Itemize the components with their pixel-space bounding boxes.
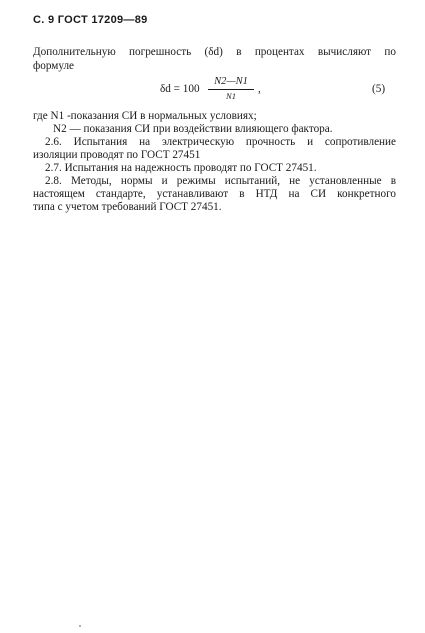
formula-lhs: δd = 100 bbox=[160, 83, 200, 95]
clause-2-8-line-2: настоящем стандарте, устанавливают в НТД на СИ конкретного bbox=[33, 188, 396, 200]
equation-number: (5) bbox=[372, 83, 386, 95]
formula-fraction bbox=[206, 76, 256, 101]
scan-speck bbox=[79, 625, 81, 627]
definition-line-1: где N1 -показания СИ в нормальных условиях; bbox=[33, 110, 257, 122]
intro-line-2: формуле bbox=[33, 60, 74, 72]
formula-denominator: N1 bbox=[226, 91, 236, 101]
intro-line-1: Дополнительную погрешность (δd) в процентах вычисляют по bbox=[33, 46, 396, 58]
formula-5 bbox=[160, 76, 320, 106]
clause-2-6-line-2: изоляции проводят по ГОСТ 27451 bbox=[33, 149, 201, 161]
fraction-bar bbox=[208, 89, 254, 90]
formula-comma: , bbox=[258, 83, 261, 95]
definition-line-2: N2 — показания СИ при воздействии влияющего фактора. bbox=[53, 123, 333, 135]
clause-2-6-line-1: 2.6. Испытания на электрическую прочность и сопротивление bbox=[45, 136, 396, 148]
clause-2-7-line-1: 2.7. Испытания на надежность проводят по ГОСТ 27451. bbox=[45, 162, 317, 174]
clause-2-8-line-3: типа с учетом требований ГОСТ 27451. bbox=[33, 201, 222, 213]
formula-numerator: N2—N1 bbox=[214, 76, 248, 87]
clause-2-8-line-1: 2.8. Методы, нормы и режимы испытаний, не установленные в bbox=[45, 175, 396, 187]
page-header: С. 9 ГОСТ 17209—89 bbox=[33, 14, 148, 26]
